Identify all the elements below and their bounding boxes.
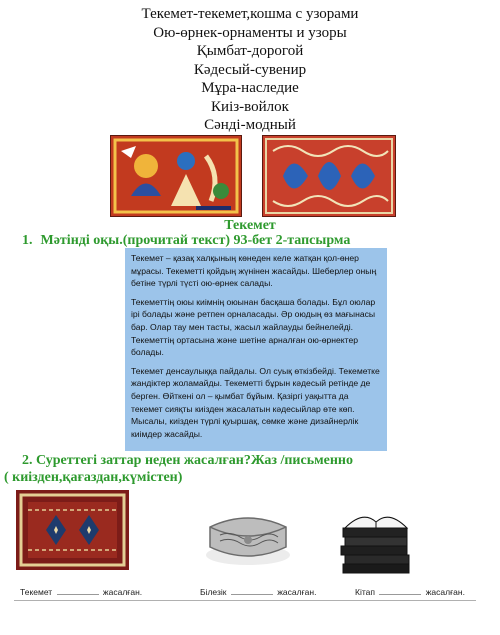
caption-suffix: жасалған.: [102, 587, 143, 597]
task-number: 2.: [22, 453, 33, 468]
carpet-image: [16, 490, 129, 570]
task-2-hint: ( киізден,қағаздан,күмістен): [4, 470, 183, 485]
task-text: Суреттегі заттар неден жасалған?Жаз /письменно: [36, 453, 353, 468]
felt-carpet-figures-image: [110, 135, 242, 217]
felt-carpet-ornament-image: [262, 135, 396, 217]
vocab-item: Қымбат-дорогой: [196, 43, 304, 59]
reading-text-box: [125, 248, 387, 451]
task-number: 1.: [22, 233, 33, 248]
caption-item: Текемет: [20, 587, 53, 597]
vocabulary-list: [0, 5, 500, 135]
vocab-item: Кәдесый-сувенир: [193, 61, 307, 78]
caption-carpet: [20, 586, 142, 597]
caption-item: Білезік: [200, 587, 227, 597]
vocab-item: Текемет-текемет,кошма с узорами: [141, 6, 359, 22]
bracelet-image: [200, 507, 295, 569]
answer-blank[interactable]: [57, 586, 99, 595]
cut-off-top-line: [0, 0, 500, 4]
answer-blank[interactable]: [231, 586, 273, 595]
vocab-item: Мұра-наследие: [201, 80, 299, 96]
paragraph: Текемет – қазақ халқының көнеден келе жатқан қол-өнер мұрасы. Текеметті қойдың жүнінен жасайды. Шеберлер оның бетіне түрлі түсті ою-өрнек салады.: [131, 253, 377, 289]
caption-suffix: жасалған.: [277, 587, 317, 597]
caption-suffix: жасалған.: [425, 587, 465, 597]
answer-blank[interactable]: [379, 586, 421, 595]
task-text: Мәтінді оқы.(прочитай текст) 93-бет 2-тапсырма: [40, 233, 351, 248]
task-2-heading: [22, 453, 353, 469]
caption-item: Кітап: [355, 587, 375, 597]
vocab-item: Киіз-войлок: [211, 98, 289, 115]
paragraph: Текемет денсаулыққа пайдалы. Ол суық өткізбейді. Текеметке жандіктер жоламайды. Текеметті бұрын кәдесый ретінде де берген. Өйткені ол – қымбат бұйым. Қазіргі уақытта да текемет сияқты киізден жасалатын кәдесыйлар өте көп. Мысалы, киізден түрлі қуыршақ, сөмке және дизайнерлік киімдер жасайды.: [131, 365, 380, 439]
caption-book: [355, 586, 465, 597]
task-1-heading: [22, 233, 350, 249]
books-image: [335, 500, 417, 580]
paragraph: Текеметтің оюы киімнің оюынан басқаша болады. Бұл оюлар ірі болады және ретпен орналасады. Әр оюдың өз мағынасы бар. Олар тау мен тасты, жасыл жайлауды бейнелейді. Текеметтің ортасына және шетіне арналған ою-өрнектер болады.: [131, 296, 376, 358]
vocab-item: Сәнді-модный: [204, 117, 296, 133]
caption-bracelet: [200, 586, 316, 597]
section-title: Текемет: [224, 218, 276, 233]
vocab-item: Ою-өрнек-орнаменты и узоры: [153, 24, 347, 41]
